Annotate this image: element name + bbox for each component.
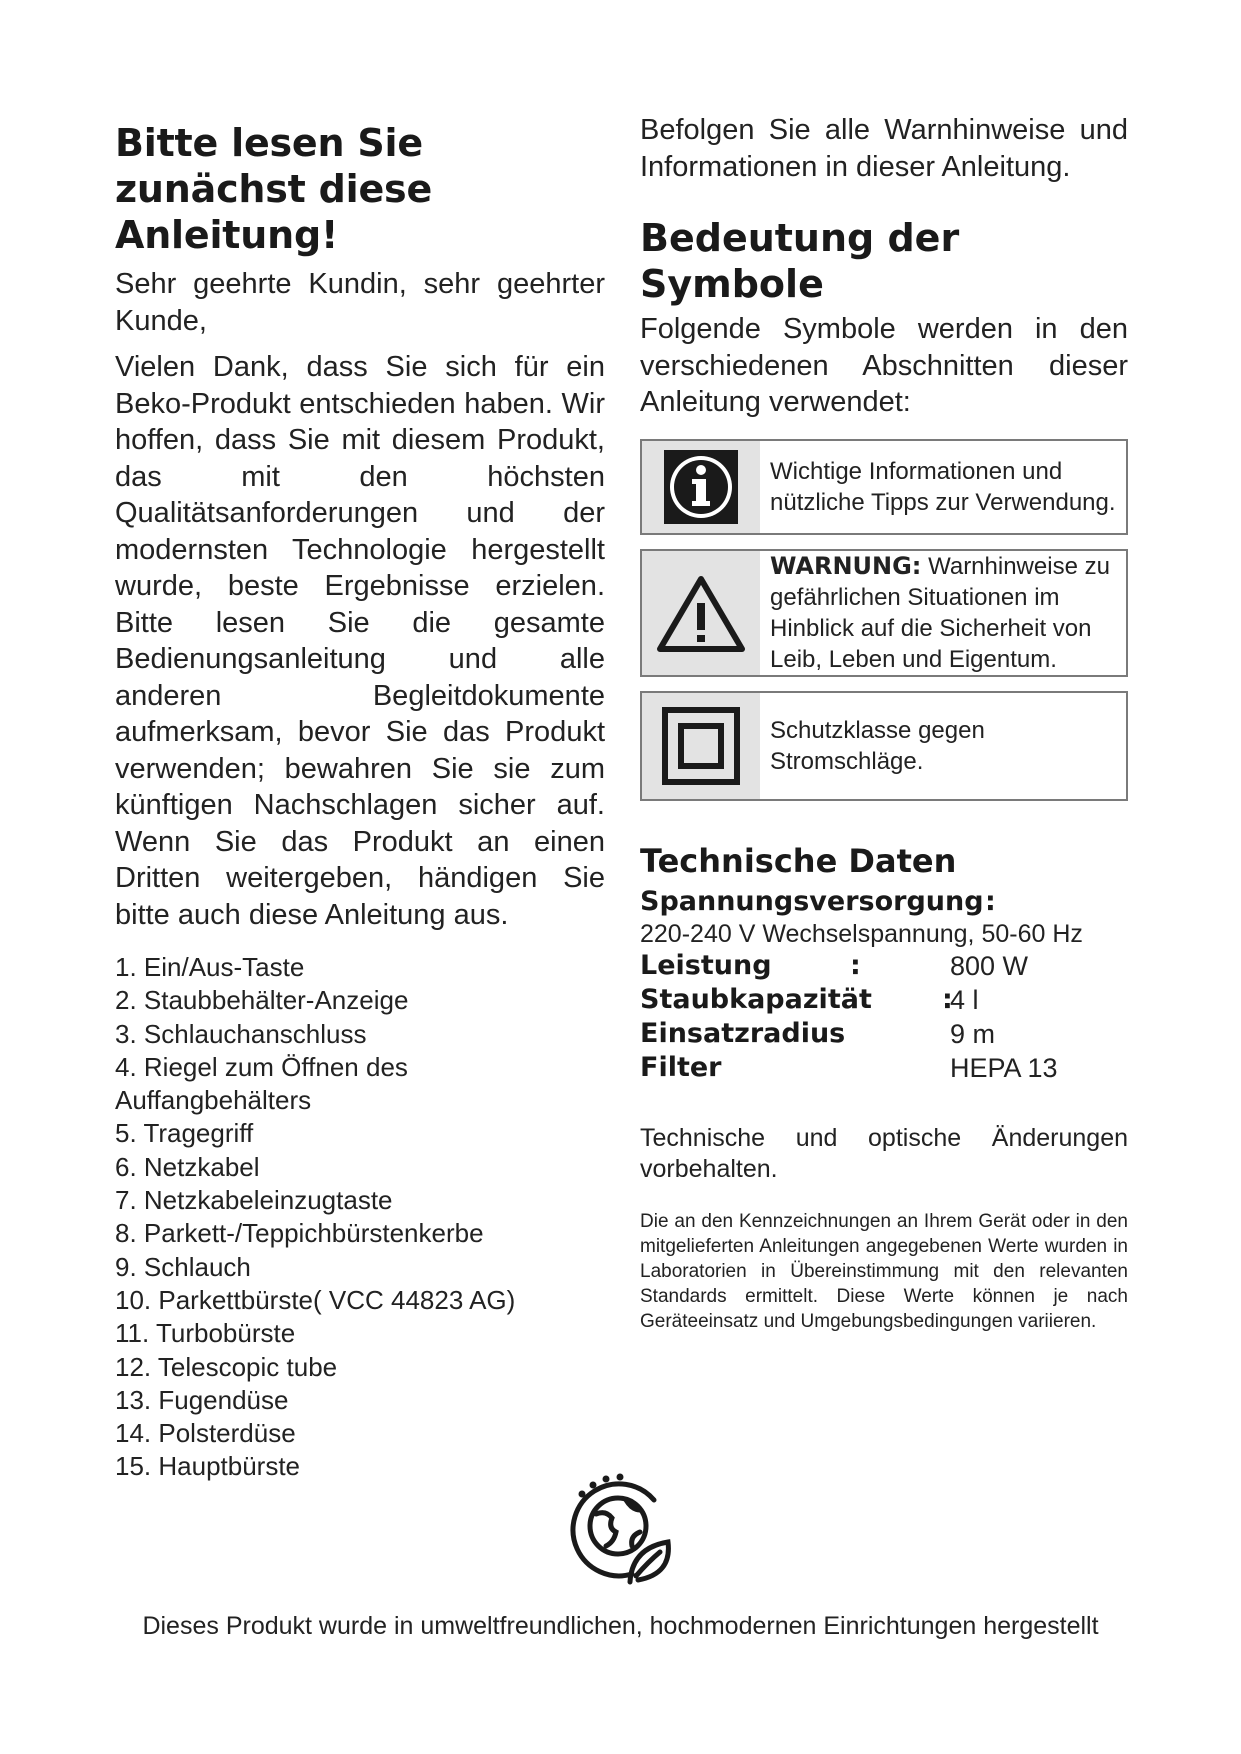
tech-label-radius: Einsatzradius xyxy=(640,1017,846,1049)
changes-note: Technische und optische Änderungen vorbehalten. xyxy=(640,1123,1128,1183)
list-item: 12. Telescopic tube xyxy=(115,1351,338,1382)
symbol-warning-box xyxy=(640,549,1128,677)
intro-text: Vielen Dank, dass Sie sich für ein Beko-Produkt entschieden haben. Wir hoffen, dass Sie mit diesem Produkt, das mit den höchsten Qualitätsanforderungen und der modernsten Technologie hergestellt wurde, beste Ergebnisse erzielen. Bitte lesen Sie die gesamte Bedienungsanleitung und alle anderen Begleitdokumente aufmerksam, bevor Sie das Produkt verwenden; bewahren Sie sie zum künftigen Nachschlagen sicher auf. Wenn Sie das Produkt an einen Dritten weitergeben, händigen Sie bitte auch diese Anleitung aus. xyxy=(115,351,605,931)
tech-value-supply: 220-240 V Wechselspannung, 50-60 Hz xyxy=(640,919,1083,948)
tech-value-filter: HEPA 13 xyxy=(950,1052,1058,1083)
tech-value-capacity: 4 l xyxy=(950,984,979,1015)
symbol-protection-text: Schutzklasse gegen Stromschläge. xyxy=(770,716,985,775)
tech-row-filter xyxy=(640,1051,1128,1085)
tech-row-supply xyxy=(640,885,1128,919)
symbol-info-text: Wichtige Informationen und nützliche Tipps zur Verwendung. xyxy=(770,457,1116,516)
list-item: 9. Schlauch xyxy=(115,1251,251,1282)
symbol-info-box xyxy=(640,439,1128,535)
footer-text: Dieses Produkt wurde in umweltfreundlichen, hochmodernen Einrichtungen hergestellt xyxy=(142,1612,1099,1640)
right-column xyxy=(640,114,1128,1353)
double-insulation-icon xyxy=(661,706,741,786)
tech-colon: : xyxy=(942,983,953,1015)
list-item: 4. Riegel zum Öffnen des Auffangbehälters xyxy=(115,1051,408,1116)
list-item: 6. Netzkabel xyxy=(115,1151,260,1182)
tech-label-power: Leistung xyxy=(640,949,772,981)
tech-label-supply: Spannungsversorgung xyxy=(640,885,984,917)
tech-value-radius: 9 m xyxy=(950,1018,996,1049)
list-item: 14. Polsterdüse xyxy=(115,1418,296,1449)
list-item: 10. Parkettbürste( VCC 44823 AG) xyxy=(115,1284,516,1315)
info-icon xyxy=(662,448,740,526)
symbols-intro-text: Folgende Symbole werden in den verschiedenen Abschnitten dieser Anleitung verwendet: xyxy=(640,313,1128,418)
tech-colon: : xyxy=(850,949,861,981)
tech-label-filter: Filter xyxy=(640,1051,722,1083)
list-item: 2. Staubbehälter-Anzeige xyxy=(115,985,409,1016)
tech-row-radius xyxy=(640,1017,1128,1051)
warning-intro-text: Befolgen Sie alle Warnhinweise und Informationen in dieser Anleitung. xyxy=(640,114,1128,183)
lab-note: Die an den Kennzeichnungen an Ihrem Gerät oder in den mitgelieferten Anleitungen angegebenen Werte wurden in Laboratorien in Übereinstimmung mit den relevanten Standards ermittelt. Diese Werte können je nach Geräteeinsatz und Umgebungsbedingungen variieren. xyxy=(640,1210,1128,1332)
tech-value-power: 800 W xyxy=(950,950,1029,981)
tech-section-title: Technische Daten xyxy=(640,841,957,880)
list-item: 8. Parkett-/Teppichbürstenkerbe xyxy=(115,1218,484,1249)
list-item: 7. Netzkabeleinzugtaste xyxy=(115,1185,393,1216)
warning-icon xyxy=(656,573,746,653)
tech-colon: : xyxy=(985,885,996,917)
list-item: 5. Tragegriff xyxy=(115,1118,254,1149)
symbol-warning-text: Warnhinweise zu gefährlichen Situationen im Hinblick auf die Sicherheit von Leib, Leben und Eigentum. xyxy=(770,552,1110,673)
page-title: Bitte lesen Sie zunächst diese Anleitung! xyxy=(115,121,433,257)
list-item: 3. Schlauchanschluss xyxy=(115,1018,367,1049)
symbols-section-title: Bedeutung der Symbole xyxy=(640,216,960,306)
list-item: 1. Ein/Aus-Taste xyxy=(115,952,305,982)
tech-row-capacity xyxy=(640,983,1128,1017)
warning-label: WARNUNG: xyxy=(770,551,922,580)
tech-label-capacity: Staubkapazität xyxy=(640,983,872,1015)
eco-globe-leaf-icon xyxy=(560,1470,682,1592)
left-column xyxy=(115,120,605,1484)
tech-row-power xyxy=(640,949,1128,983)
symbol-protection-box xyxy=(640,691,1128,801)
greeting-text: Sehr geehrte Kundin, sehr geehrter Kunde, xyxy=(115,268,605,337)
list-item: 11. Turbobürste xyxy=(115,1318,296,1349)
parts-list xyxy=(115,951,605,1484)
list-item: 13. Fugendüse xyxy=(115,1384,289,1415)
list-item: 15. Hauptbürste xyxy=(115,1451,301,1482)
